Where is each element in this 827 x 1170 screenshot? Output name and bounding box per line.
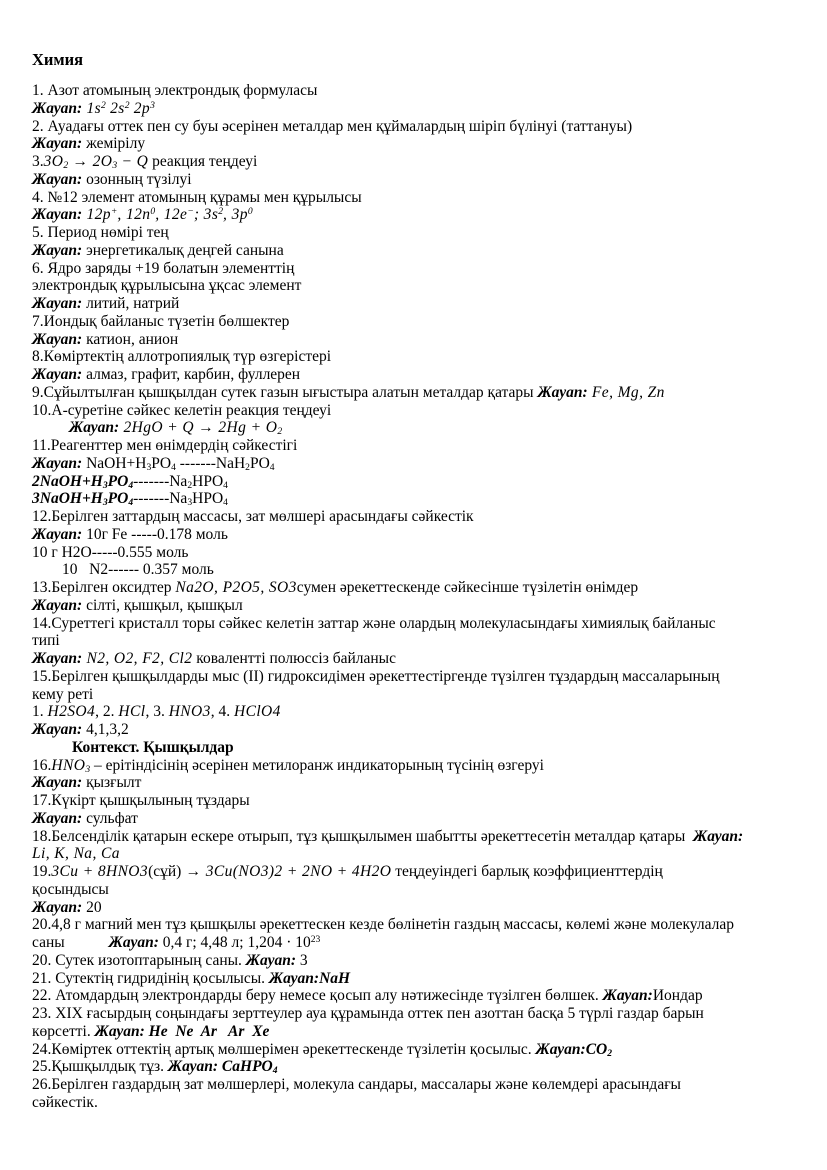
text-run: PO: [249, 454, 270, 472]
text-run: 24.Көміртек оттектің артық мөлшерімен әрекеттескенде түзілетін қосылыс.: [32, 1040, 536, 1058]
document-line: [32, 544, 801, 562]
text-run: 1s: [82, 99, 102, 117]
text-run: Жауап:: [69, 419, 120, 437]
text-run: HNO3: [168, 703, 211, 721]
text-run: 26.Берілген газдардың зат мөлшерлері, молекула сандары, массалары және көлемдері арасындағы: [32, 1076, 681, 1093]
text-run: 2: [218, 206, 224, 218]
text-run: − Q: [117, 153, 149, 170]
text-run: 10г Fe -----0.178 моль: [82, 525, 228, 543]
text-run: -------Na: [133, 490, 188, 508]
text-run: 4: [269, 461, 275, 473]
document-line: [32, 987, 801, 1005]
tab-spacer: [65, 946, 109, 947]
document-line: [32, 757, 801, 775]
text-run: HClO4: [234, 703, 281, 721]
text-run: Жауап:: [32, 135, 83, 153]
document-line: [32, 295, 801, 313]
text-run: литий, натрий: [82, 295, 180, 312]
text-run: −: [187, 206, 194, 218]
text-run: 10 г H2O-----0.555 моль: [32, 543, 189, 561]
document-line: [32, 242, 801, 260]
text-run: Жауап: He Ne Ar Ar Xe: [94, 1022, 270, 1040]
document-line: [32, 437, 801, 455]
text-run: 18.Белсенділік қатарын ескере отырып, тұз қышқылымен шабытты әрекеттесетін металдар қатары: [32, 827, 693, 845]
text-run: Жауап:: [32, 366, 83, 383]
text-run: , 2.: [95, 703, 119, 721]
document-line: [32, 579, 801, 597]
text-run: N2, O2, F2, Cl2: [82, 650, 193, 667]
text-run: 4. №12 элемент атомының құрамы мен құрылысы: [32, 188, 362, 206]
document-line: [32, 153, 801, 171]
text-run: Fe, Mg, Zn: [587, 383, 665, 401]
text-run: Жауап:CO: [535, 1040, 608, 1058]
document-line: [32, 402, 801, 420]
document-line: [32, 934, 801, 952]
text-run: NaOH+H: [82, 454, 147, 472]
text-run: сумен әрекеттескенде сәйкесінше түзілетін өнімдер: [296, 579, 639, 596]
document-line: [32, 171, 801, 189]
text-run: 3: [146, 461, 152, 473]
text-run: , 12e: [155, 206, 188, 224]
text-run: қызғылт: [82, 774, 142, 792]
text-run: 11.Реагенттер мен өнімдердің сәйкестігі: [32, 437, 298, 454]
text-run: 20. Сутек изотоптарының саны.: [32, 951, 246, 969]
text-run: Жауап:: [32, 898, 83, 916]
text-run: 5. Период нөмірі тең: [32, 224, 169, 241]
document-line: [32, 135, 801, 153]
text-run: +: [110, 206, 118, 218]
text-run: сілті, қышқыл, қышқыл: [82, 596, 243, 614]
document-line: [32, 100, 801, 118]
text-run: 15.Берілген қышқылдарды мыс (II) гидроксидімен әрекеттестіргенде түзілген тұздардың массаларының: [32, 667, 720, 685]
text-run: 3: [295, 951, 308, 969]
text-run: 3: [112, 159, 118, 171]
document-line: [32, 1041, 801, 1059]
document-line: [32, 774, 801, 792]
text-run: 4: [128, 497, 134, 509]
text-run: 23: [310, 934, 321, 946]
document-line: [32, 313, 801, 331]
document-line: [32, 703, 801, 721]
text-run: 12p: [82, 206, 111, 224]
document-line: [32, 916, 801, 934]
text-run: → 3Cu(NO3)2 + 2NO + 4H2O: [181, 863, 392, 880]
document-line: [32, 952, 801, 970]
text-run: Контекст. Қышқылдар: [72, 738, 234, 756]
document-line: [32, 615, 801, 633]
document-line: [32, 810, 801, 828]
text-run: 4,1,3,2: [82, 721, 129, 738]
text-run: , 3p: [223, 206, 248, 224]
text-run: 3O: [43, 153, 64, 170]
text-run: озонның түзілуі: [82, 170, 192, 188]
document-line: [32, 118, 801, 136]
text-run: 3: [150, 99, 155, 111]
document-line: [32, 1076, 801, 1094]
text-run: 4: [223, 497, 228, 509]
text-run: электрондық құрылысына ұқсас элемент: [32, 277, 302, 295]
document-line: [32, 490, 801, 508]
text-run: -------Na: [133, 472, 188, 490]
document-line: [32, 189, 801, 207]
text-run: Жауап:: [32, 596, 83, 614]
document-line: [32, 277, 801, 295]
text-run: 19.: [32, 863, 52, 880]
text-run: теңдеуіндегі барлық коэффициенттердің: [391, 863, 663, 880]
document-line: [32, 82, 801, 100]
text-run: типі: [32, 632, 60, 650]
text-run: 0: [150, 206, 156, 218]
text-run: Жауап:: [32, 330, 83, 348]
text-run: саны: [32, 934, 65, 951]
text-run: 3: [102, 497, 108, 509]
text-run: көрсетті.: [32, 1022, 95, 1040]
text-run: катион, анион: [82, 330, 179, 348]
text-run: Na2O, P2O5, SO3: [175, 579, 297, 596]
text-run: алмаз, графит, карбин, фуллерен: [82, 366, 301, 383]
text-run: 4: [171, 461, 176, 473]
text-run: 2: [101, 99, 106, 111]
text-run: , 4.: [210, 703, 235, 721]
document-line: [32, 1058, 801, 1076]
text-run: 9.Сұйылтылған қышқылдан сутек газын ығыстыра алатын металдар қатары: [32, 383, 538, 401]
text-run: , 3.: [145, 703, 169, 721]
text-run: Жауап:NaH: [268, 969, 351, 987]
text-run: H2SO4: [47, 703, 96, 721]
document-line: [32, 366, 801, 384]
text-run: сәйкестік.: [32, 1093, 98, 1111]
document-line: [32, 863, 801, 881]
text-run: 20.4,8 г магний мен тұз қышқылы әрекеттескен кезде бөлінетін газдың массасы, көлемі және молекулалар: [32, 916, 734, 934]
text-run: жемірілу: [82, 135, 146, 153]
text-run: 2: [607, 1047, 613, 1059]
document-line: [32, 473, 801, 491]
document-line: [32, 260, 801, 278]
text-run: 2p: [129, 99, 151, 117]
text-run: 10 N2------ 0.357 моль: [62, 561, 214, 579]
text-run: ковалентті полюссіз байланыс: [192, 650, 396, 667]
text-run: 3: [85, 763, 91, 775]
text-run: Жауап:: [32, 170, 83, 188]
text-run: 8.Көміртектің аллотропиялық түр өзгерістері: [32, 348, 332, 366]
text-run: 3.: [32, 153, 44, 170]
text-run: 25.Қышқылдық тұз.: [32, 1058, 168, 1076]
text-run: Жауап:: [32, 206, 83, 224]
text-run: Жауап:: [602, 987, 653, 1005]
document-line: [32, 721, 801, 739]
text-run: Жауап:: [108, 934, 159, 951]
document-line: [32, 1023, 801, 1041]
text-run: HPO: [192, 472, 224, 490]
text-run: Жауап:: [245, 951, 296, 969]
text-run: 2: [277, 426, 283, 438]
text-run: 0,4 г; 4,48 л; 1,204 · 10: [158, 934, 311, 951]
document-line: [32, 881, 801, 899]
text-run: 2: [187, 479, 193, 491]
text-run: 16.: [32, 756, 52, 774]
text-run: Жауап:: [32, 454, 83, 472]
text-run: 23. XIX ғасырдың соңындағы зерттеулер ауа құрамында оттек пен азоттан басқа 5 түрлі газдар барын: [32, 1005, 704, 1022]
text-run: 2. Ауадағы оттек пен су буы әсерінен металдар мен құймалардың шіріп бүлінуі (таттануы): [32, 117, 633, 135]
text-run: 21. Сутектің гидридінің қосылысы.: [32, 969, 269, 987]
text-run: ; 3s: [193, 206, 219, 224]
text-run: реакция теңдеуі: [148, 153, 258, 170]
text-run: 2HgO + Q → 2Hg + O: [119, 419, 278, 437]
text-run: 0: [247, 206, 253, 218]
document-line: [32, 419, 801, 437]
text-run: , 12n: [117, 206, 151, 224]
document-body: [32, 82, 801, 1112]
text-run: Жауап:: [32, 774, 83, 792]
text-run: 17.Күкірт қышқылының тұздары: [32, 792, 250, 809]
text-run: 6. Ядро заряды +19 болатын элементтің: [32, 259, 295, 277]
text-run: 14.Суреттегі кристалл торы сәйкес келетін заттар және олардың молекуласындағы химиялық байланыс: [32, 614, 716, 632]
text-run: -------NaH: [175, 454, 246, 472]
document-line: [32, 828, 801, 846]
document-line: [32, 384, 801, 402]
text-run: Li, K, Na, Ca: [32, 845, 120, 863]
document-line: [32, 668, 801, 686]
text-run: PO: [107, 472, 129, 490]
text-run: 22. Атомдардың электрондарды беру немесе қосып алу нәтижесінде түзілген бөлшек.: [32, 987, 603, 1005]
document-line: [32, 455, 801, 473]
text-run: 3: [102, 479, 108, 491]
text-run: Жауап:: [537, 383, 588, 401]
text-run: PO: [107, 490, 129, 508]
text-run: 4: [223, 479, 228, 491]
text-run: 2: [245, 461, 250, 473]
document-line: [32, 845, 801, 863]
text-run: 12.Берілген заттардың массасы, зат мөлшері арасындағы сәйкестік: [32, 508, 474, 525]
text-run: кему реті: [32, 685, 94, 703]
document-line: [32, 597, 801, 615]
text-run: 2: [124, 99, 130, 111]
text-run: 3Cu + 8HNO3: [51, 863, 149, 880]
text-run: 2s: [105, 99, 125, 117]
text-run: – ерітіндісінің әсерінен метилоранж индикаторының түсінің өзгеруі: [90, 756, 544, 774]
text-run: Жауап:: [32, 721, 83, 738]
document-line: [32, 348, 801, 366]
text-run: қосындысы: [32, 880, 109, 898]
document-line: [32, 1005, 801, 1023]
text-run: 2: [63, 159, 69, 171]
document-line: [32, 899, 801, 917]
document-line: [32, 561, 801, 579]
document-line: [32, 650, 801, 668]
text-run: 13.Берілген оксидтер: [32, 579, 176, 596]
text-run: 7.Иондық байланыс түзетін бөлшектер: [32, 312, 290, 330]
text-run: HCl: [118, 703, 146, 721]
text-run: сульфат: [82, 809, 138, 827]
text-run: Жауап:: [32, 650, 83, 667]
text-run: 10.А-суретіне сәйкес келетін реакция теңдеуі: [32, 401, 332, 419]
page-title: Химия: [32, 50, 84, 69]
document-line: [32, 331, 801, 349]
text-run: Жауап: CaHPO: [167, 1058, 273, 1076]
text-run: 3: [187, 497, 193, 509]
text-run: 3NaOH+H: [32, 490, 103, 508]
text-run: Жауап:: [32, 99, 83, 117]
text-run: Жауап:: [32, 525, 83, 543]
text-run: HPO: [192, 490, 224, 508]
text-run: Жауап:: [32, 809, 83, 827]
text-run: Жауап:: [32, 295, 83, 312]
document-line: [32, 970, 801, 988]
text-run: 4: [128, 479, 134, 491]
document-line: [32, 206, 801, 224]
document-line: [32, 686, 801, 704]
text-run: HNO: [51, 756, 86, 774]
document-line: [32, 526, 801, 544]
text-run: 2NaOH+H: [32, 472, 103, 490]
text-run: Жауап:: [692, 827, 744, 845]
document-line: [32, 739, 801, 757]
text-run: 4: [272, 1065, 278, 1077]
text-run: Иондар: [652, 987, 703, 1005]
document-line: [32, 224, 801, 242]
text-run: Жауап:: [32, 241, 83, 259]
text-run: → 2O: [68, 153, 113, 170]
document-line: [32, 632, 801, 650]
text-run: 1. Азот атомының электрондық формуласы: [32, 82, 318, 99]
document-line: [32, 1094, 801, 1112]
document-line: [32, 792, 801, 810]
document-line: [32, 508, 801, 526]
text-run: (сұй): [148, 863, 182, 880]
text-run: 1.: [32, 703, 48, 721]
text-run: 20: [82, 898, 102, 916]
text-run: энергетикалық деңгей санына: [82, 241, 284, 259]
text-run: PO: [151, 454, 172, 472]
